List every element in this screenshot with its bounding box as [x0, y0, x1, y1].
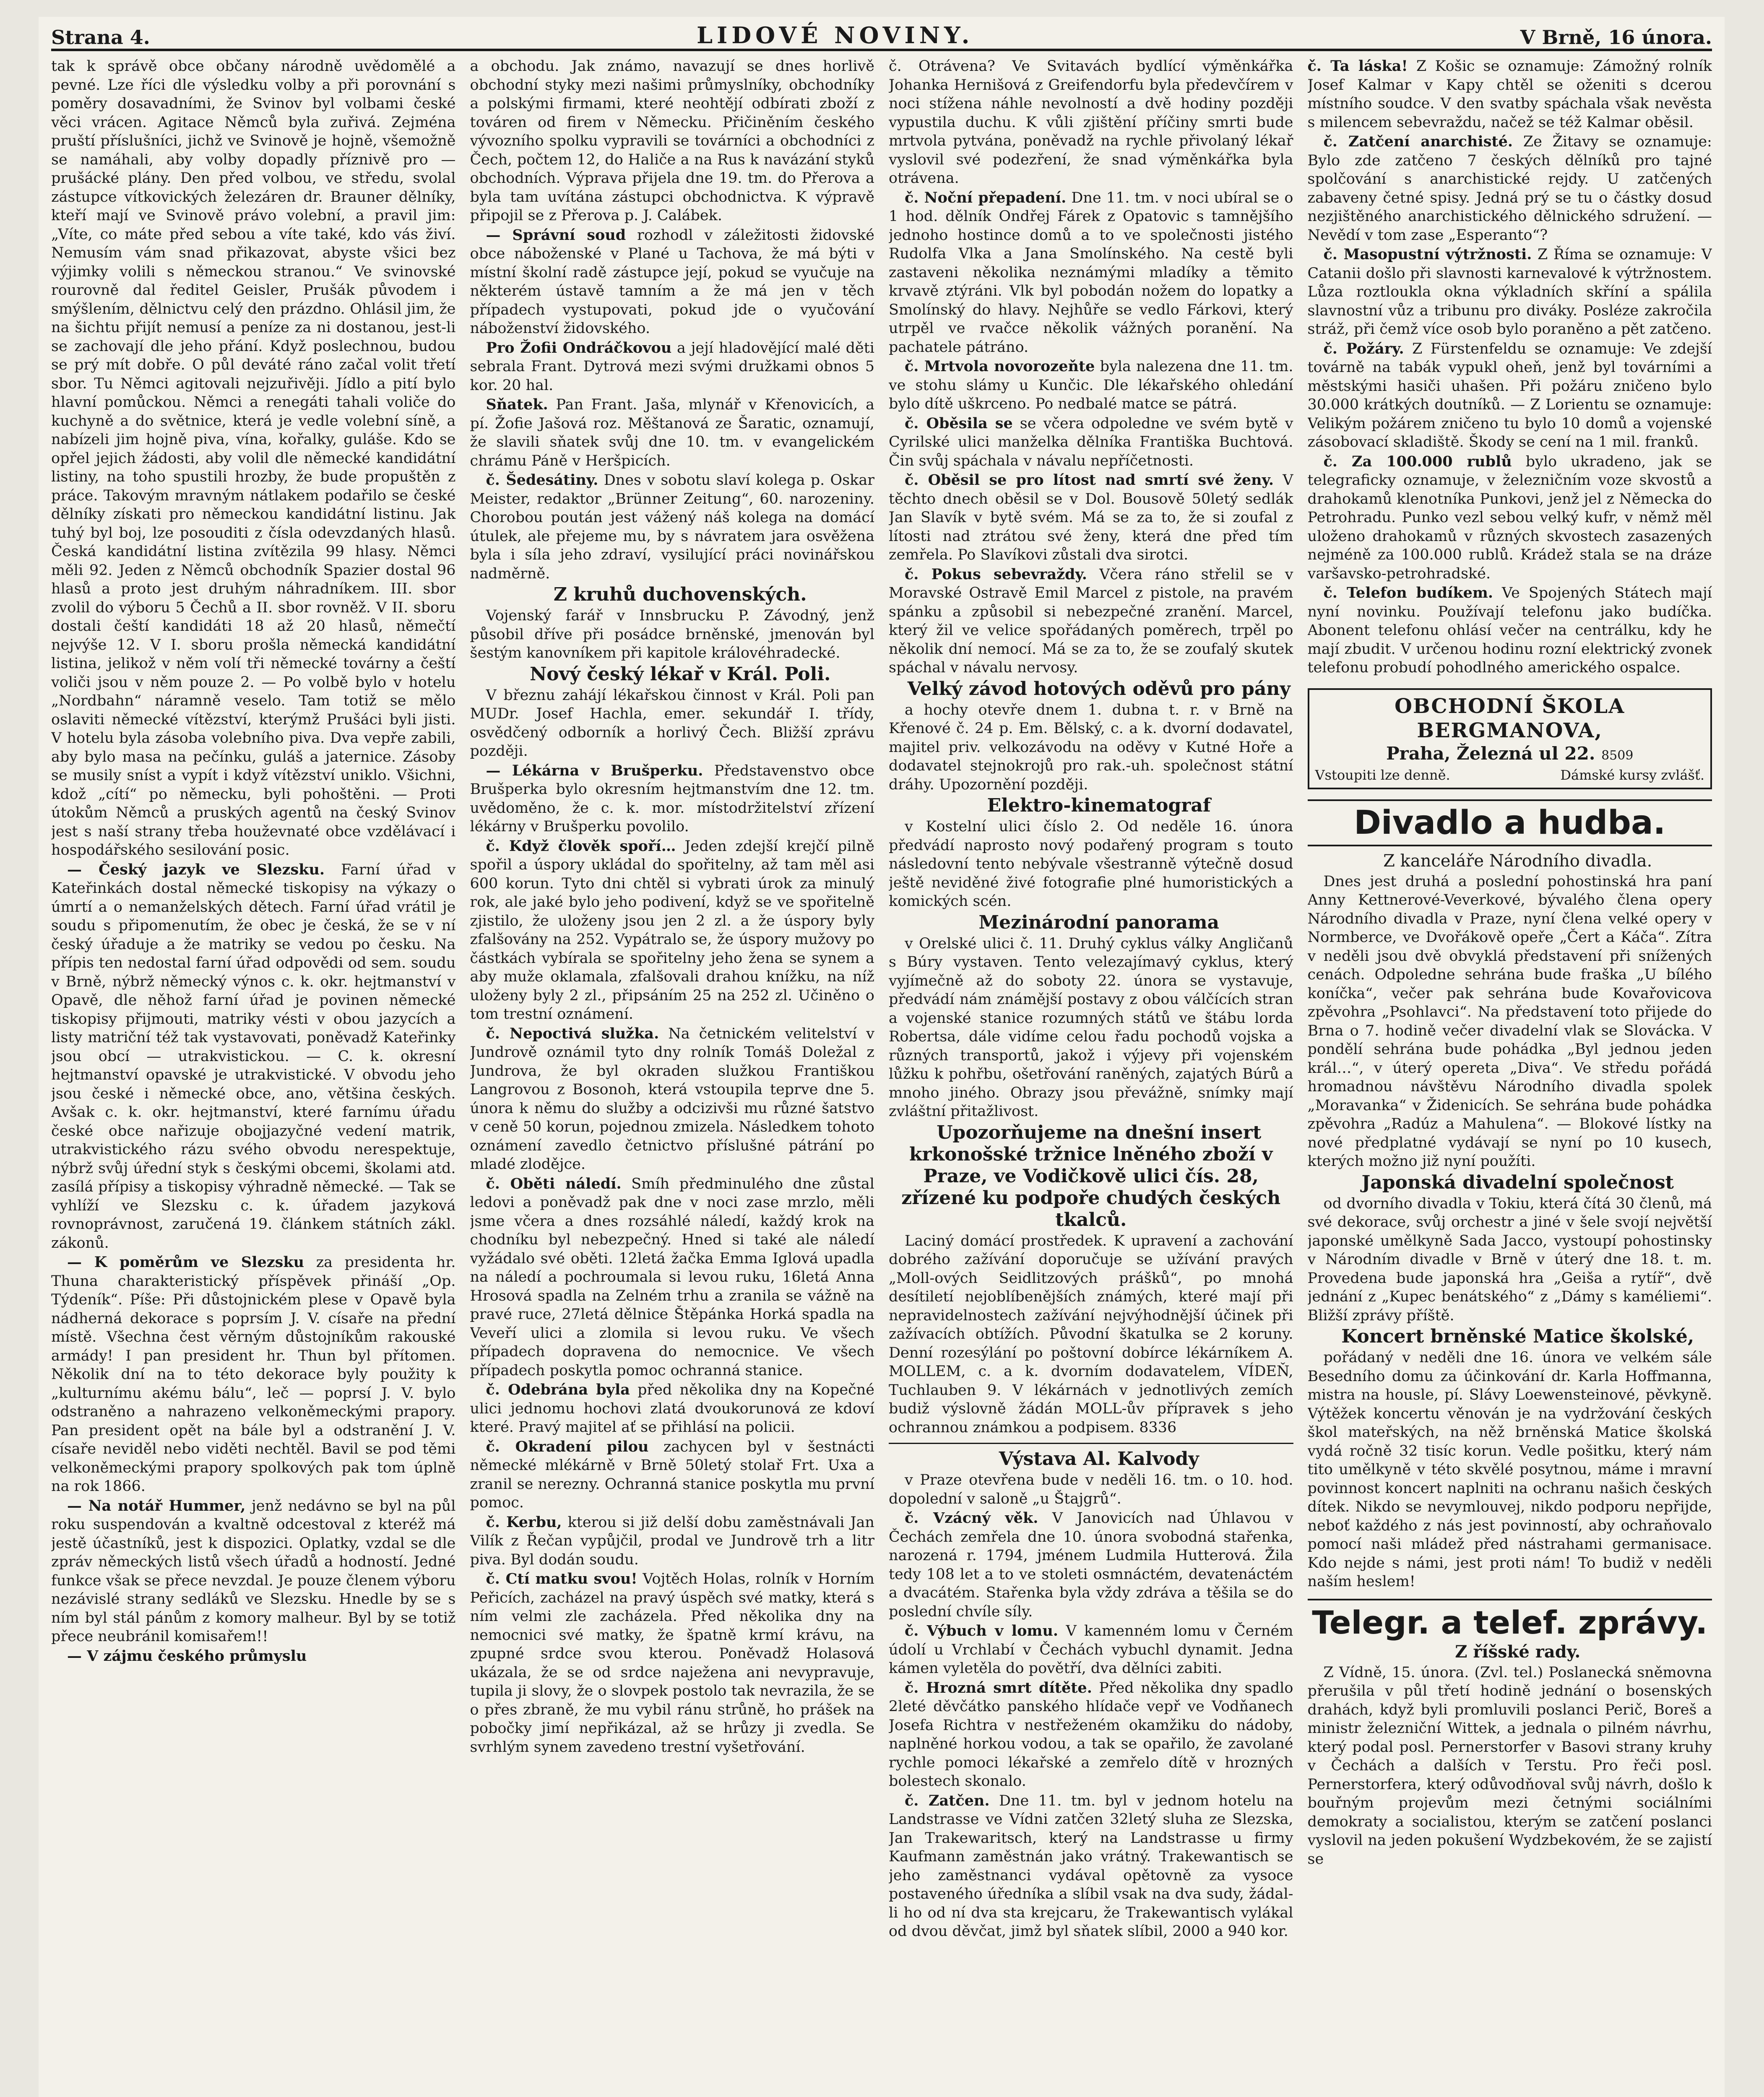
headline-quarry-explosion: č. Výbuch v lomu.	[905, 1622, 1059, 1639]
article-vienna-parliament: Z Vídně, 15. února. (Zvl. tel.) Poslanecká sněmovna přerušila v půl třetí hodině jednání o bosenských drahách, když byli promluvili poslanci Perič, Boreš a ministr železniční Wittek, a jednala o pilném návrhu, který podal posl. Pernerstorfer v Basovi strany kruhy v Čechách a dalších v Terstu. Pro řeči posl. Pernerstorfera, který odůvodňoval svůj návrh, došlo k bouřným projevům mezi četnými sociálními demokraty a socialistou, kterým se zatčení poslanci vyslovil na jeden pokušení Wydzbekovém, že se zajistí se	[1307, 1664, 1712, 1868]
article-love: Z Košic se oznamuje: Zámožný rolník Josef Kalmar v Kapy chtěl se oženiti s dcerou místního soudce. V den svatby spáchala však nevěsta s milencem sebevraždu, načež se též Kalmar oběsil.	[1307, 58, 1712, 131]
headline-ondrackova: Pro Žofii Ondráčkovou	[486, 339, 672, 356]
article-clergy: Vojenský farář v Innsbrucku P. Závodný, jenž působil dříve při posádce brněnské, jmenován byl šestým kanovníkem při kapitole královéhradecké.	[470, 607, 874, 661]
headline-clergy: Z kruhů duchovenských.	[553, 584, 807, 605]
headline-ice-victims: č. Oběti náledí.	[486, 1175, 622, 1192]
article-rare-age: V Janovicích nad Úhlavou v Čechách zemřela dne 10. února svobodná stařenka, narozená r. 1794, jménem Ludmila Hutterová. Žila tedy 108 let a to ve stoleti osmnáctém, devatenáctém a dvacátém. Stařenka byla vždy zdráva a těšila se do poslední chvíle síly.	[889, 1510, 1293, 1620]
article-100000-rubles: bylo ukradeno, jak se telegraficky oznamuje, v železničním voze skvostů a drahokamů klenotníka Punkovi, jenž jel z Německa do Petrohradu. Punko vezl sebou velký kufr, v němž měl uloženo drahokamů v různých skvostech zasazených nejméně za 100.000 rublů. Krádež stala se na dráze varšavsko-petrohradské.	[1307, 453, 1712, 582]
article-newborn: byla nalezena dne 11. tm. ve stohu slámy u Kunčic. Dle lékařského ohledání bylo dítě uškrceno. Po nedbalé matce se pátrá.	[889, 358, 1293, 412]
section-theatre-music: Divadlo a hudba.	[1308, 799, 1712, 846]
headline-kalvoda-exhibition: Výstava Al. Kalvody	[999, 1448, 1199, 1470]
article-ondrackova: a její hladovějící malé děti sebrala Frant. Dytrová mezi svými družkami obnos 5 kor. 20 hal.	[470, 339, 874, 394]
paper-title: LIDOVÉ NOVINY.	[697, 22, 974, 49]
headline-sixtieth: č. Šedesátiny.	[486, 471, 598, 489]
article-honor-mother: Vojtěch Holas, rolník v Horním Peřicích, zacházel na pravý úspěch své matky, která s ním velmi zle zacházela. Před několika dny na nemocnici své matky, že špatně krmí krávu, na zpupné srdce svou kterou. Poněvadž Holasová ukázala, že se od srdce naježena ani nevypravuje, tupila ji slovy, že o slovpek postolo tak nevrazila, že se o přes zbraně, že mu vybil ránu strůně, ho prášek na pobočky jimí nepřikázal, až se hrůzy ji zvedla. Se svrhlým synem zavedeno trestní vyšetřování.	[470, 1571, 874, 1756]
article-kalvoda-exhibition: v Praze otevřena bude v neděli 16. tm. o 10. hod. dopolední v saloně „u Štajgrů“.	[889, 1472, 1293, 1507]
divider	[889, 1443, 1293, 1444]
advert-bergman-school	[1308, 688, 1712, 789]
masthead	[51, 21, 1712, 51]
article-saw: zachycen byl v šestnácti německé mlékárně v Brně 50letý stolař Frt. Uxa a zranil se nerezny. Ochranná stanice poskytla mu první pomoc.	[470, 1438, 874, 1511]
headline-newborn: č. Mrtvola novorozeňte	[905, 358, 1095, 375]
section-subtitle: Z kanceláře Národního divadla.	[1383, 851, 1652, 871]
article-arrested: Dne 11. tm. byl v jednom hotelu na Landstrasse ve Vídni zatčen 32letý sluha ze Slezska, Jan Trakewaritsch, který na Landstrasse u firmy Kaufmann zaměstnán jako vrátný. Trakewantisch se jeho zaměstnanci vydával opětovně za vysoce postaveného úředníka a slíbil vsak na dva sudy, žádal-li ho od ní dva sta krejcaru, že Trakewantisch vylákal od dvou děvčat, jimž byl sňatek slíbil, 2000 a 940 kor.	[889, 1792, 1293, 1940]
headline-arrested: č. Zatčen.	[905, 1792, 990, 1809]
article-pharmacy: Představenstvo obce Brušperka bylo okresním hejtmanstvím dne 12. tm. uvědoměno, že c. k. mor. místodržitelství zřízení lékárny v Brušperku povolilo.	[470, 762, 874, 835]
headline-hanged-woman: č. Oběsila se	[905, 414, 1013, 432]
article-wedding: Pan Frant. Jaša, mlynář v Křenovicích, a pí. Žofie Jašová roz. Měštanová ze Šaratic, oznamují, že slavili sňatek svůj dne 10. tm. v evangelickém chrámu Páně v Heršpicích.	[470, 396, 874, 469]
headline-kinematograph: Elektro-kinematograf	[987, 795, 1211, 816]
columns	[51, 57, 1712, 2097]
article-new-doctor: V březnu zahájí lékařskou činnost v Král. Poli pan MUDr. Josef Hachla, emer. sekundář I. třídy, osvědčený odborník a horlivý Čech. Bližší zprávu později.	[470, 687, 874, 760]
headline-dishonest-maid: č. Nepoctivá služka.	[486, 1025, 659, 1042]
advert-details	[1315, 767, 1705, 783]
headline-taken: č. Odebrána byla	[486, 1381, 630, 1398]
page-number: Strana 4.	[51, 26, 150, 49]
article-sixtieth: Dnes v sobotu slaví kolega p. Oskar Meister, redaktor „Brünner Zeitung“, 60. narozeniny. Chorobou poután jest vážený náš kolega na domácí útulek, ale přejeme mu, by s návratem jara osvěžena byla i síla jeho zdraví, vysilující práci novinářskou nadměrně.	[470, 472, 874, 582]
advert-number: 8509	[1601, 748, 1634, 763]
article-kinematograph: v Kostelní ulici číslo 2. Od neděle 16. února předvádí naprosto nový podařený program s touto následovní tento nebývale všestranně výtečně dosud ještě neviděné živé fotografie plné humoristických a komických scén.	[889, 818, 1293, 910]
article-hanged-woman: se včera odpoledne ve svém bytě v Cyrilské ulici manželka dělníka Františka Buchtová. Čin svůj spáchala v návalu nepříčetnosti.	[889, 415, 1293, 469]
article-anarchists: Ze Žitavy se oznamuje: Bylo zde zatčeno 7 českých dělníků pro tajné spolčování s anarchistické rejdy. U zatčených zabaveny četné spisy. Jedná prý se tu o částky dosud nezjištěného anarchistického dělnického sdružení. — Nevědí v tom zase „Esperanto“?	[1307, 133, 1712, 244]
section-telegraph: Telegr. a telef. zprávy.	[1308, 1599, 1712, 1642]
headline-insert-notice: Upozorňujeme na dnešní insert krkonošské tržnice lněného zboží v Praze, ve Vodičkově ulici čís. 28, zřízené ku podpoře chudých českých tkalců.	[901, 1121, 1281, 1231]
headline-czech-industry: — V zájmu českého průmyslu	[67, 1647, 307, 1665]
article-hanged-man: V těchto dnech oběsil se v Dol. Bousově 50letý sedlák Jan Slavík v bytě svém. Má se za to, že si zoufal z lítosti nad ztrátou své ženy, která dne před tím zemřela. Po Slavíkovi zůstali dva sirotci.	[889, 472, 1293, 563]
article-czech-industry: a obchodu. Jak známo, navazují se dnes horlivě obchodní styky mezi našimi průmyslníky, obchodníky a polskými firmami, které neohtějí odbírati zboží z továren od firem v Německu. Přičiněním českého vývozního spolku vypravili se továrníci a obchodníci z Čech, počtem 12, do Haliče a na Rus k navázání styků obchodních. Výprava přijela dne 19. tm. do Přerova a byla tam uvítána zástupci obchodnictva. K výpravě připojil se z Přerova p. J. Calábek.	[470, 58, 874, 224]
article-quarry-explosion: V kamenném lomu v Černém údolí u Vrchlabí v Čechách vybuchl dynamit. Jedna kámen vyletěla do povětří, dva dělníci zabiti.	[889, 1623, 1293, 1677]
article-japanese-theatre: od dvorního divadla v Tokiu, která čítá 30 členů, má své dekorace, svůj orchestr a jiné v šele svojí největší japonské umělkyně Sada Jacco, vystoupí pohostinsky v Národním divadle v Brně v úterý dne 18. t. m. Provedena bude japonská hra „Geiša a rytíř“, dvě jednání z „Kupec benátského“ z „Dámy s kaméliemi“. Bližší zprávy příště.	[1307, 1195, 1712, 1324]
headline-savings: č. Když člověk spoří…	[486, 837, 676, 855]
article-poisoned: č. Otrávena? Ve Svitavách bydlící výměnkářka Johanka Hernišová z Greifendorfu byla předevčírem v noci stížena náhle nevolností a dvě hodiny později vypustila duchu. K vůli zjištění příčiny smrti bude mrtvola pytvána, poněvadž na rychle přivolaný lékař vyslovil své podezření, že snad výměnkářka byla otrávena.	[889, 58, 1293, 187]
headline-pharmacy: — Lékárna v Brušperku.	[486, 762, 703, 779]
headline-rare-age: č. Vzácný věk.	[905, 1509, 1038, 1527]
telegraph-subtitle: Z říšské rady.	[1455, 1642, 1581, 1662]
article-panorama: v Orelské ulici č. 11. Druhý cyklus války Angličanů s Búry vystaven. Tento velezajímavý cyklus, který vyjímečně až do soboty 22. února se vystavuje, předvádí nám známější postavy z obou válčících stran a vojenské stanice rozumných států ve štábu lorda Robertsa, dále vidíme celou řadu pochodů vojska a různých transportů, jakož i výjevy při vojenském lůžku k pohřbu, ošetřování raněných, zajatých Búrů a mnoho jiného. Obrazy jsou převážně, snímky mají zvláštní přitažlivost.	[889, 935, 1293, 1120]
column-2	[470, 57, 875, 2097]
article-national-theatre: Dnes jest druhá a poslední pohostinská hra paní Anny Kettnerové-Veverkové, bývalého člena opery Národního divadla v Praze, nyní člena velké opery v Normberce, ve Dvořákově opeře „Čert a Káča“. Zítra v neděli jsou dvě obvyklá představení při snížených cenách. Odpoledne sehrána bude fraška „U bílého koníčka“, večer pak sehrána bude Kovařovicova zpěvohra „Psohlavci“. Na představení toto přijede do Brna o 7. hodině večer divadelní vlak se Slovácka. V pondělí sehrána bude pohádka „Byl jednou jeden král…“, v úterý opereta „Diva“. Ve středu pořádá hromadnou návštěvu Národního divadla spolek „Moravanka“ v Židenicích. Se sehrána bude pohádka zpěvohra „Radúz a Mahulena“. — Blokové lístky na nové předplatné vydávají se nyní po 10 kusech, kterých možno již nyní použíti.	[1307, 873, 1712, 1170]
headline-notary-hummer: — Na notář Hummer,	[67, 1497, 246, 1514]
headline-love: č. Ta láska!	[1307, 57, 1408, 75]
headline-japanese-theatre: Japonská divadelní společnost	[1361, 1171, 1674, 1193]
column-1	[51, 57, 456, 2097]
article-silesia-conditions: za presidenta hr. Thuna charakteristický příspěvek přináší „Op. Týdeník“. Píše: Při důstojnickém plese v Opavě byla nádherná dekorace s poprsím J. V. císaře na přední místě. Všechna čest věrným důstojníkům rakouské armády! I pan president hr. Thun byl přítomen. Několik dní na to této dekorace byly použity k „kulturnímu akému bálu“, leč — poprsí J. V. bylo odstraněno a nahrazeno velkoněmeckými prapory. Pan president opět na bále byl a odstranění J. V. císaře neviděl nebo viděti nechtěl. Bavil se pod těmi velkoněmeckými prapory spolkových pak tom úplně na rok 1866.	[51, 1254, 456, 1495]
headline-fires: č. Požáry.	[1323, 340, 1404, 357]
article-kerbu: kterou si již delší dobu zaměstnávali Jan Vilík z Řečan vypůjčil, prodal ve Jundrově trh a litr piva. Byl dodán soudu.	[470, 1514, 874, 1568]
article-svinov-elections: tak k správě obce občany národně uvědomělé a pevné. Lze říci dle výsledku volby a při porovnání s poměry dosavadními, že Svinov byl volbami české věci vrácen. Agitace Němců byla zuřivá. Zejména pruští příslušníci, jichž ve Svinově je hojně, všemožně se namáhali, aby volby dopadly příznivě pro — prušácké plány. Den před volbou, ve středu, svolal zástupce vítkovických železáren dr. Brauner dělníky, kteří mají ve Svinově právo volební, a pravil jim: „Víte, co máte před sebou a víte také, kdo vás živí. Nemusím vám snad přikazovat, abyste všici bez výjimky volili s německou stranou.“ Ve svinovské rourovně dal ředitel Geisler, Prušák původem i smýšlením, dělnictvu celý den prázdno. Ohlásil jim, že na šichtu přijít nemusí a peníze za ni dostanou, jest-li se zachovají dle jeho přání. Když poslechnou, budou se prý mít dobře. O půl deváté ráno začal volit třetí sbor. Tu Němci agitovali nejzuřivěji. Jídlo a pití bylo hlavní pomůckou. Němci a renegáti tahali voliče do kuchyně a do světnice, která je vedle volební síně, a nabízeli jim hojně piva, vína, kořalky, guláše. Kdo se opřel jejich žádosti, aby volil dle německé kandidátní listiny, na toho spustili hrozby, že bude propuštěn z práce. Takovým mravným nátlakem podařilo se české dělníky získati pro německou kandidátní listinu. Jak tuhý byl boj, lze posouditi z čísla odevzdaných hlasů. Česká kandidátní listina zvítězila 99 hlasy. Němci měli 92. Jeden z Němců obchodník Spazier dostal 96 hlasů a proto jest druhým náhradníkem. III. sbor zvolil do výboru 5 Čechů a II. sbor rovněž. V II. sboru dostali čeští kandidáti 18 až 20 hlasů, němečtí nejvýše 12. V I. sboru prošla německá kandidátní listina, jelikož v něm volí tři německé továrny a čeští voliči jsou v něm pouze 2. — Po volbě bylo v hotelu „Nordbahn“ náramně veselo. Tam totiž se mělo oslaviti německé vítězství, kterýmž Prušáci byli jisti. V hotelu byla zásoba volebního piva. Dva vepře zabili, aby bylo masa na pečínku, guláš a jaternice. Zásoby se musily sníst a vypít i když vítězství uniklo. Všichni, kdož „cítí“ po německu, byli pohoštěni. — Proti útokům Němců a pruských agentů na český Svinov jest s naší strany třeba houževnaté obce vzdělávací i hospodářského sesilování posic.	[51, 58, 456, 859]
headline-panorama: Mezinárodní panorama	[978, 911, 1220, 933]
column-4	[1308, 57, 1712, 2097]
advert-right-text: Dámské kursy zvlášť.	[1560, 767, 1704, 783]
headline-suicide-attempt: č. Pokus sebevraždy.	[905, 565, 1087, 583]
advert-address-text: Praha, Železná ul 22.	[1386, 743, 1595, 764]
headline-administrative-court: — Správní soud	[486, 226, 626, 244]
headline-100000-rubles: č. Za 100.000 rublů	[1323, 453, 1512, 470]
headline-wedding: Sňatek.	[486, 396, 548, 413]
article-night-attack: Dne 11. tm. v noci ubíral se o 1 hod. dělník Ondřej Fárek z Opatovic s tamnějšího jednoho hostince domů a to ve společnosti jistého Rudolfa Vlka a Jana Smolínského. Na cestě byli zastaveni několika neznámými mladíky a těmito krvavě ztýráni. Vlk byl pobodán nožem do lopatky a Smolínský do hlavy. Nejhůře se vedlo Fárkovi, který utrpěl ve rvačce několik vážných poranění. Na pachatele pátráno.	[889, 189, 1293, 356]
article-notary-hummer: jenž nedávno se byl na půl roku suspendován a kvaltně odcestoval z kteréž má jestě účastníků, jest k dispozici. Oplatky, vzdal se dle zpráv německých listů všech úřadů a hodností. Jedné funkce však se přece nevzdal. Je pouze členem výboru nezávislé strany sedláků ve Slezsku. Hnedle by se s ním byl stál pánům z komory malheur. Byl by se totiž přece neubránil komisařem!!	[51, 1497, 456, 1645]
article-telephone-alarm: Ve Spojených Státech mají nyní novinku. Používají telefonu jako budíčka. Abonent telefonu ohlásí večer na centrálku, kdy he mají zbudit. V určenou hodinu rozní elektrický zvonek telefonu probudí pohodlného amerického ospalce.	[1307, 585, 1712, 676]
article-dishonest-maid: Na četnickém velitelství v Jundrově oznámil tyto dny rolník Tomáš Doležal z Jundrova, že byl okraden služkou Františkou Langrovou z Bosonoh, která vstoupila teprve dne 5. února k němu do služby a odcizivši mu různé šatstvo v ceně 50 korun, pojednou zmizela. Následkem tohoto oznámení zavedlo četnictvo příslušné pátrání po mladé zlodějce.	[470, 1025, 874, 1173]
headline-anarchists: č. Zatčení anarchisté.	[1323, 133, 1513, 150]
headline-silesia-conditions: — K poměrům ve Slezsku	[67, 1254, 304, 1271]
newspaper-page	[39, 17, 1725, 2097]
advert-title: OBCHODNÍ ŠKOLA BERGMANOVA,	[1395, 694, 1625, 742]
article-fires: Z Fürstenfeldu se oznamuje: Ve zdejší továrně na tabák vypukl oheň, jenž byl továrními a městskými hasiči uhašen. Při požáru zničeno bylo 30.000 krátkých doutníků. — Z Lorientu se oznamuje: Velikým požárem zničeno tu bylo 10 domů a vojenské zásobovací skladiště. Škody se cení na 1 mil. franků.	[1307, 340, 1712, 450]
article-ice-victims: Smíh předminulého dne zůstal ledovi a poněvadž pak dne v noci zase mrzlo, měli jsme včera a dnes rozsáhlé náledí, každý krok na chodníku byl nebezpečný. Hned si také ale náledí vyžádalo své oběti. 12letá žačka Emma Iglová upadla na náledí a pochroumala si levou ruku, 16letá Anna Hrosová spadla na Zelném trhu a zranila se vážně na pravé ruce, 27letá dělnice Štěpánka Horká spadla na Veveří ulici a zlomila si levou ruku. Ve všech případech dopravena do nemocnice. Ve všech případech poskytla pomoc ochranná stanice.	[470, 1175, 874, 1379]
headline-carnival-riots: č. Masopustní výtržnosti.	[1323, 246, 1532, 263]
headline-new-doctor: Nový český lékař v Král. Poli.	[530, 663, 831, 685]
issue-date: V Brně, 16 února.	[1520, 26, 1712, 49]
article-clothing-store: a hochy otevře dnem 1. dubna t. r. v Brně na Křenové č. 24 p. Em. Bělský, c. a k. dvorní dodavatel, majitel priv. velkozávodu na oděvy v Kutné Hoře a dodavatel stejnokrojů pro rak.-uh. společnost státní dráhy. Upozornění později.	[889, 701, 1293, 793]
advert-left-text: Vstoupiti lze denně.	[1315, 767, 1450, 783]
headline-hanged-man: č. Oběsil se pro lítost nad smrtí své ženy.	[905, 471, 1274, 489]
headline-honor-mother: č. Ctí matku svou!	[486, 1570, 637, 1587]
headline-night-attack: č. Noční přepadení.	[905, 189, 1067, 206]
article-child-death: Před několika dny spadlo 2leté děvčátko panského hlídače vepř ve Vodňanech Josefa Richtra v nestřeženém okamžiku do nádoby, naplněné horkou vodou, a tak se opařilo, že zavolané rychle pomoci lékařské a zemřelo dítě v hrozných bolestech skonalo.	[889, 1679, 1293, 1790]
article-carnival-riots: Z Říma se oznamuje: V Catanii došlo při slavnosti karnevalové k výtržnostem. Lůza roztloukla okna výkladních skříní a spálila slavnostní vůz a tribunu pro diváky. Posléze zakročila stráž, při čemž více osob bylo poraněno a pět zatčeno.	[1307, 246, 1712, 338]
article-suicide-attempt: Včera ráno střelil se v Moravské Ostravě Emil Marcel z pistole, na pravém spánku a způsobil si nebezpečné zranění. Marcel, který žil ve velice spořádaných poměrech, trpěl po několik dní nemocí. Má se za to, že se zoufalý skutek spáchal v návalu nervosy.	[889, 566, 1293, 676]
column-3	[889, 57, 1293, 2097]
headline-telephone-alarm: č. Telefon budíkem.	[1323, 584, 1493, 601]
headline-matice-concert: Koncert brněnské Matice školské,	[1341, 1326, 1694, 1347]
article-matice-concert: pořádaný v neděli dne 16. února ve velkém sále Besedního domu za účinkování dr. Karla Hoffmanna, mistra na housle, pí. Slávy Loewensteinové, pěvkyně. Výtěžek koncertu věnován je na vydržování českých škol mateřských, na něž brněnská Matice školská vydá ročně 32 tisíc korun. Vedle pošitku, který nám tito umělkyně v této skvělé posytnou, máme i mravní povinnost koncert naplniti na ochranu našich českých dítek. Nikdo se nevymlouvej, nikdo podporu nepřijde, neboť každého z nás jest povinností, aby ochraňovalo pomocí naši mládež před nástrahami germanisace. Kdo nejde s námi, jest proti nám! To budiž v neděli naším heslem!	[1307, 1349, 1712, 1590]
headline-kerbu: č. Kerbu,	[486, 1513, 562, 1531]
article-taken: před několika dny na Kopečné ulici jednomu hochovi zlatá dvoukorunová ze kdoví které. Pravý majitel ať se přihlásí na policii.	[470, 1382, 874, 1436]
advert-moll: Laciný domácí prostředek. K upravení a zachování dobrého zažívání doporučuje se užívání pravých „Moll-ových Seidlitzových prášků“, po mnohá desítiletí nejoblíbenějších známých, které mají při nepravidelnostech zažívání nejvýhodnější účinek při zažívacích obtížích. Původní škatulka se 2 koruny. Denní rozesýlání po poštovní dobírce lékárníkem A. MOLLEM, c. a k. dvorním dodavatelem, VÍDEŇ, Tuchlauben 9. V lékárnách v jednotlivých zemích budiž výslovně žádán MOLL-ův přípravek s jeho ochrannou známkou a podpisem. 8336	[889, 1232, 1293, 1436]
article-czech-language-silesia: Farní úřad v Kateřinkách dostal německé tiskopisy na výkazy o úmrtí a o nemanželských dětech. Farní úřad vrátil je soudu s připomenutím, že obec je česká, že se v ní český úřaduje a že matriky se vedou po česku. Na přípis ten nedostal farní úřad odpovědi od sem. soudu v Brně, nýbrž německý výnos c. k. okr. hejtmanství v Opavě, dle něhož farní úřad je povinen německé tiskopisy přijmouti, matriky vésti v obou jazycích a listy matriční též tak vystavovati, poněvadž Kateřinky jsou obcí — utrakvistickou. — C. k. okresní hejtmanství opavské je utrakvistické. V obvodu jeho jsou české i německé obce, ano, většina českých. Avšak c. k. okr. hejtmanství, které farnímu úřadu české obce nařizuje obojjazyčné vedení matrik, utrakvistického rázu svého obvodu nerespektuje, nýbrž svůj úřední styk s českými obcemi, školami atd. zasílá přípisy a tiskopisy výhradně německé. — Tak se vyhlíží ve Slezsku c. k. úřadem jazyková rovnoprávnost, zaručená 19. článkem státních zákl. zákonů.	[51, 861, 456, 1251]
article-savings: Jeden zdejší krejčí pilně spořil a úspory ukládal do spořitelny, až tam měl asi 600 korun. Tyto dni chtěl si vybrati úrok za minulý rok, ale jaké bylo jeho podivení, když se ve spořitelně zjistilo, že uloženy jsou jen 2 zl. a že úspory byly zfalšovány na 252. Vypátralo se, že úspory mužovy po částkách vybírala se spořitelny jeho žena se synem a aby muže oklamala, zfalšovali drahou knížku, na níž uloženy byly 2 zl., připsáním 25 na 252 zl. Učiněno o tom trestní oznámení.	[470, 838, 874, 1022]
headline-child-death: č. Hrozná smrt dítěte.	[905, 1679, 1092, 1696]
article-administrative-court: rozhodl v záležitosti židovské obce náboženské v Plané u Tachova, že má býti v místní školní radě zástupce její, pokud se vyučuje na některém ústavě tamním a že má jen v těch případech vystupovati, pokud jde o vyučování náboženství židovského.	[470, 226, 874, 337]
advert-address	[1315, 743, 1705, 767]
headline-saw: č. Okradení pilou	[486, 1438, 649, 1455]
headline-czech-language-silesia: — Český jazyk ve Slezsku.	[67, 861, 325, 878]
headline-clothing-store: Velký závod hotových oděvů pro pány	[907, 678, 1290, 700]
